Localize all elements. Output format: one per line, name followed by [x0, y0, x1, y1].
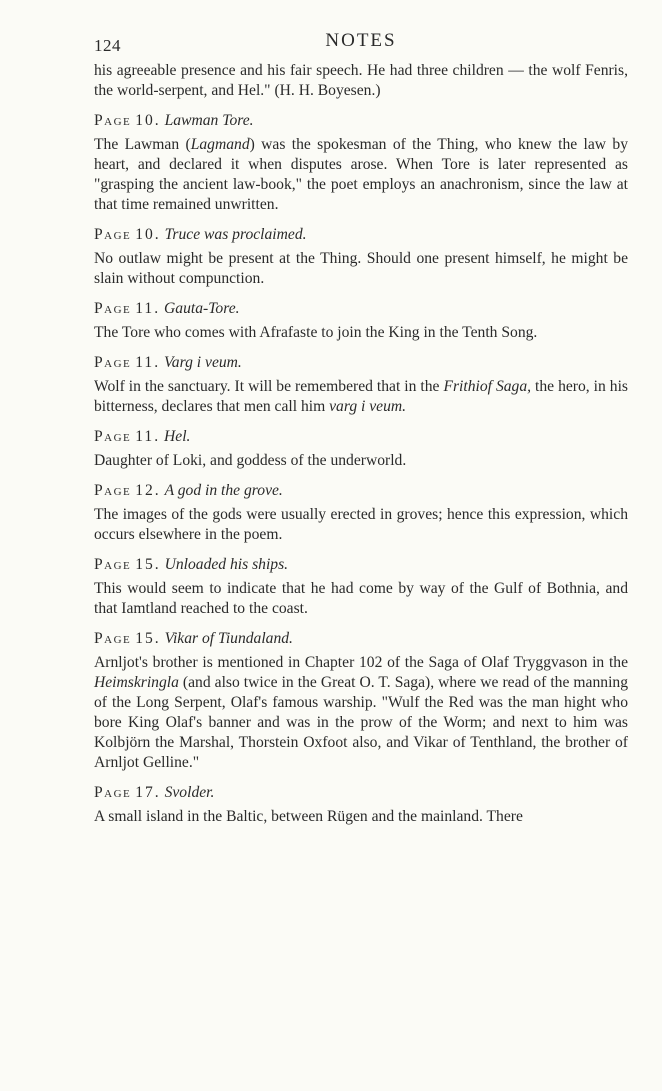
page-label: Page	[94, 630, 132, 647]
note-heading	[94, 352, 628, 374]
page-ref: 10.	[135, 112, 161, 129]
page-label: Page	[94, 482, 132, 499]
note-text	[94, 377, 628, 417]
note-text-italic: varg i veum.	[329, 398, 407, 415]
note-heading	[94, 426, 628, 448]
note-text: The images of the gods were usually erected in groves; hence this expression, which occurs elsewhere in the poem.	[94, 506, 628, 543]
note-text-part: Arnljot's brother is mentioned in Chapter 102 of the Saga of Olaf Tryggvason in the	[94, 654, 628, 671]
note-heading	[94, 554, 628, 576]
running-head: NOTES	[325, 30, 397, 51]
note-title: A god in the grove.	[164, 482, 283, 499]
note-text: Daughter of Loki, and goddess of the underworld.	[94, 452, 407, 469]
intro-paragraph: his agreeable presence and his fair speech. He had three children — the wolf Fenris, the world-serpent, and Hel." (H. H. Boyesen.)	[94, 62, 628, 99]
note-heading	[94, 298, 628, 320]
page-ref: 15.	[135, 630, 161, 647]
note-text	[94, 135, 628, 215]
note-heading	[94, 628, 628, 650]
note-title: Gauta-Tore.	[164, 300, 240, 317]
page-ref: 11.	[135, 354, 161, 371]
page-ref: 11.	[135, 428, 161, 445]
note-text-italic: Frithiof Saga,	[443, 378, 532, 395]
note-text-part: Wolf in the sanctuary. It will be remembered that in the	[94, 378, 444, 395]
note-text: A small island in the Baltic, between Rügen and the mainland. There	[94, 808, 523, 825]
page-ref: 11.	[135, 300, 161, 317]
page-ref: 10.	[135, 226, 161, 243]
note-svolder	[94, 782, 628, 827]
note-text-part: (and also twice in the Great O. T. Saga), where we read of the manning of the Long Serpent, Olaf's famous warship. "Wulf the Red was the man hight who bore King Olaf's banner and was in the prow of the Worm; and next to him was Kolbjörn the Marshal, Thorstein Oxfoot also, and Vikar of Tenthland, the brother of Arnljot Gelline."	[94, 674, 628, 771]
note-title: Hel.	[164, 428, 191, 445]
page-ref: 15.	[135, 556, 161, 573]
note-lawman-tore	[94, 110, 628, 215]
note-text: This would seem to indicate that he had come by way of the Gulf of Bothnia, and that Iamtland reached to the coast.	[94, 580, 628, 617]
page-label: Page	[94, 354, 132, 371]
note-title: Lawman Tore.	[164, 112, 254, 129]
page-label: Page	[94, 556, 132, 573]
page-ref: 17.	[135, 784, 161, 801]
page-number: 124	[94, 36, 121, 55]
page-label: Page	[94, 428, 132, 445]
page-label: Page	[94, 300, 132, 317]
note-truce-proclaimed	[94, 224, 628, 289]
note-title: Truce was proclaimed.	[164, 226, 307, 243]
note-text	[94, 653, 628, 773]
note-text-part: The Lawman (	[94, 136, 191, 153]
note-text: No outlaw might be present at the Thing. Should one present himself, he might be slain without compunction.	[94, 250, 628, 287]
note-text-part: ) was the spokesman of the Thing, who knew the law by heart, and declared it when disputes arose. When Tore is later represented as "grasping the ancient law-book," the poet employs an anachronism, since the law at that time remained unwritten.	[94, 136, 628, 213]
page-header	[94, 30, 628, 60]
note-title: Unloaded his ships.	[164, 556, 289, 573]
note-text-italic: Lagmand	[190, 136, 250, 153]
page-label: Page	[94, 784, 132, 801]
note-title: Varg i veum.	[164, 354, 242, 371]
note-god-in-grove	[94, 480, 628, 545]
note-text-part: the hero, in his bitterness, declares that men call him	[94, 378, 628, 415]
note-text-italic: Heimskringla	[94, 674, 179, 691]
note-heading	[94, 110, 628, 132]
note-heading	[94, 480, 628, 502]
note-heading	[94, 782, 628, 804]
note-title: Svolder.	[164, 784, 215, 801]
page-ref: 12.	[135, 482, 161, 499]
note-varg-i-veum	[94, 352, 628, 417]
note-vikar-tiundaland	[94, 628, 628, 773]
note-unloaded-ships	[94, 554, 628, 619]
note-text: The Tore who comes with Afrafaste to join the King in the Tenth Song.	[94, 324, 538, 341]
note-gauta-tore	[94, 298, 628, 343]
page-label: Page	[94, 112, 132, 129]
page-label: Page	[94, 226, 132, 243]
note-title: Vikar of Tiundaland.	[164, 630, 293, 647]
note-heading	[94, 224, 628, 246]
note-hel	[94, 426, 628, 471]
notes-body	[94, 61, 628, 827]
